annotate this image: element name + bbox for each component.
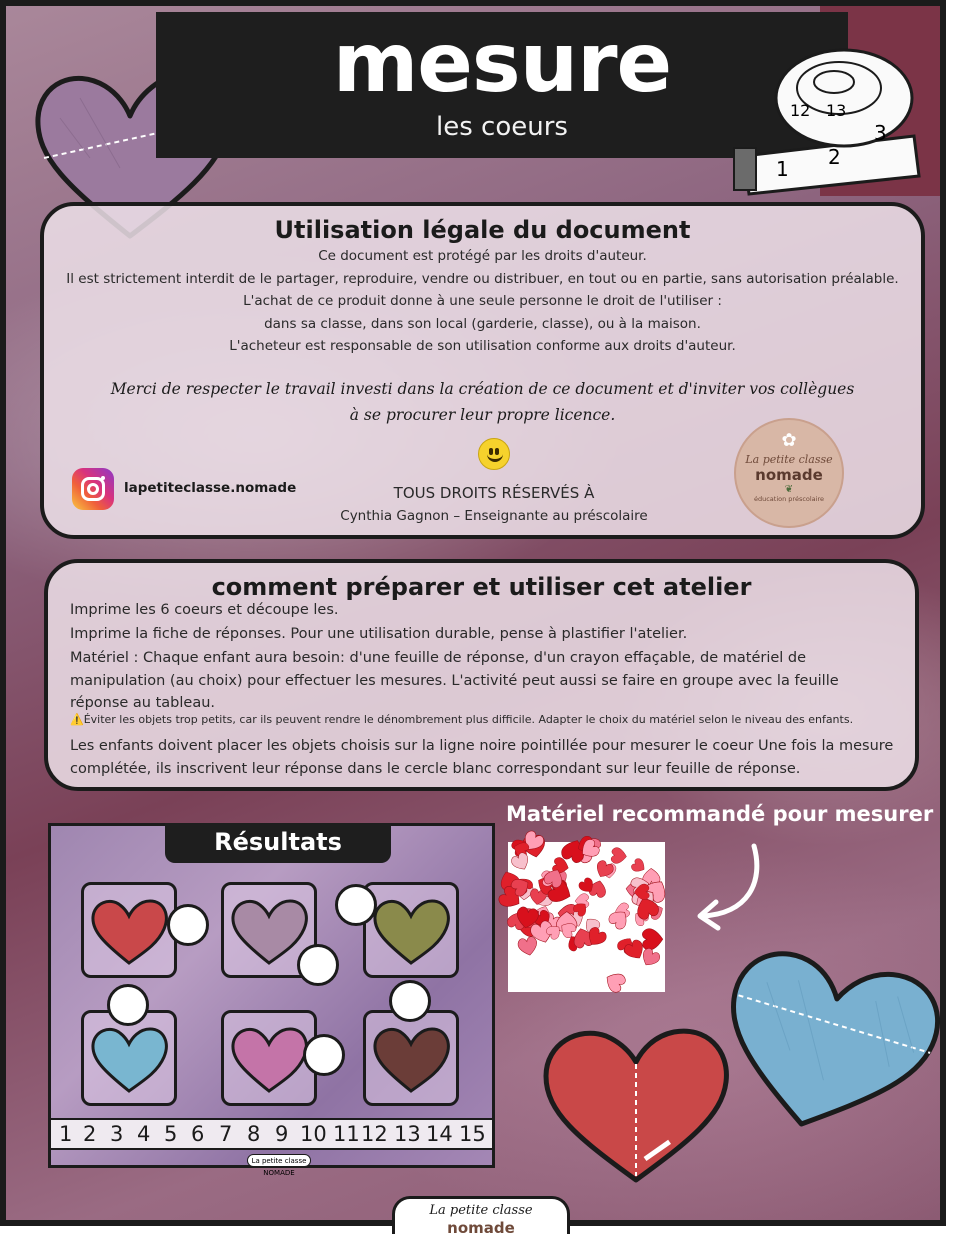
instruction-line: Imprime les 6 coeurs et découpe les. (70, 602, 339, 618)
smiley-icon (478, 438, 510, 470)
instruction-line: Imprime la fiche de réponses. Pour une utilisation durable, pense à plastifier l'atelier. (70, 626, 688, 642)
badge-line: éducation préscolaire (753, 495, 825, 503)
badge-line: La petite classe (745, 453, 833, 466)
ruler-number: 3 (110, 1122, 124, 1146)
footer-brand-logo (392, 1196, 570, 1237)
ruler-number: 12 (361, 1122, 388, 1146)
instruction-line: Les enfants doivent placer les objets choisis sur la ligne noire pointillée pour mesurer le coeur Une fois la mesure complétée, ils inscrivent leur réponse dans le cercle blanc correspondant sur leur feuille de réponse. (70, 738, 894, 777)
mini-brand-logo: La petite classe NOMADE (247, 1154, 311, 1167)
legal-line: Ce document est protégé par les droits d'auteur. (318, 248, 647, 264)
answer-circle (389, 980, 431, 1022)
tape-number: 3 (874, 121, 887, 145)
answer-circle (335, 884, 377, 926)
author-text: Cynthia Gagnon – Enseignante au préscolaire (340, 508, 648, 524)
heart-beads-photo (508, 842, 665, 992)
material-title: Matériel recommandé pour mesurer (506, 802, 934, 826)
heart-card (81, 882, 177, 978)
tape-number: 13 (826, 101, 847, 120)
legal-line: L'acheteur est responsable de son utilisation conforme aux droits d'auteur. (229, 338, 736, 354)
instruction-line: Matériel : Chaque enfant aura besoin: d'une feuille de réponse, d'un crayon effaçable, de matériel de manipulation (au choix) pour effectuer les mesures. L'activité peut aussi se faire en groupe avec la feuille réponse au tableau. (70, 650, 839, 711)
tape-number: 12 (790, 101, 811, 120)
footer-brand-bold: nomade (447, 1219, 515, 1237)
brand-logo-badge (734, 418, 844, 528)
leaf-icon: ❦ (784, 484, 794, 495)
flower-icon: ✿ (781, 430, 797, 451)
ruler-number: 10 (300, 1122, 327, 1146)
instructions-title: comment préparer et utiliser cet atelier (211, 573, 752, 601)
instagram-handle[interactable]: lapetiteclasse.nomade (124, 480, 297, 496)
blue-heart-cutout (714, 940, 942, 1140)
ruler-number: 15 (459, 1122, 486, 1146)
instructions-panel (44, 559, 919, 791)
answer-circle (297, 944, 339, 986)
ruler-number: 8 (247, 1122, 261, 1146)
page-subtitle: les coeurs (436, 112, 568, 142)
brown-heart-icon (366, 1013, 456, 1103)
ruler-number: 11 (333, 1122, 360, 1146)
ruler-number: 4 (137, 1122, 151, 1146)
thanks-line: à se procurer leur propre licence. (349, 405, 616, 424)
badge-line: nomade (755, 466, 823, 484)
ruler-number: 9 (275, 1122, 289, 1146)
ruler-number: 7 (219, 1122, 233, 1146)
page-title: mesure (332, 16, 672, 111)
legal-line: L'achat de ce produit donne à une seule personne le droit de l'utiliser : (243, 293, 722, 309)
answer-circle (167, 904, 209, 946)
legal-line: dans sa classe, dans son local (garderie, classe), ou à la maison. (264, 315, 701, 332)
tape-number: 2 (828, 145, 841, 169)
results-sheet-preview (48, 823, 495, 1177)
heart-card (363, 882, 459, 978)
ruler-number: 13 (394, 1122, 421, 1146)
ruler-number: 6 (191, 1122, 205, 1146)
legal-title: Utilisation légale du document (274, 216, 691, 244)
heart-card (363, 1010, 459, 1106)
rights-text: TOUS DROITS RÉSERVÉS À (393, 484, 595, 502)
red-heart-icon (84, 885, 174, 975)
thanks-line: Merci de respecter le travail investi dans la création de ce document et d'inviter vos collègues (110, 379, 855, 398)
ruler-number: 2 (83, 1122, 97, 1146)
warning-text: ⚠️Éviter les objets trop petits, car ils peuvent rendre le dénombrement plus difficile. Adapter le choix du matériel selon le niveau des enfants. (70, 713, 854, 726)
number-ruler (51, 1118, 492, 1150)
red-heart-cutout (538, 1020, 734, 1188)
blue-heart-icon (84, 1013, 174, 1103)
legal-line: Il est strictement interdit de le partager, reproduire, vendre ou distribuer, en tout ou en partie, sans autorisation préalable. (66, 270, 899, 287)
ruler-number: 14 (426, 1122, 453, 1146)
tape-measure-illustration (724, 36, 934, 196)
answer-circle (107, 984, 149, 1026)
instagram-icon[interactable] (72, 468, 114, 510)
footer-brand-script: La petite classe (429, 1203, 533, 1218)
results-title: Résultats (165, 823, 391, 863)
curved-arrow-icon (692, 842, 772, 932)
answer-circle (303, 1034, 345, 1076)
olive-heart-icon (366, 885, 456, 975)
pink-heart-icon (224, 1013, 314, 1103)
legal-panel (40, 202, 925, 539)
tape-number: 1 (776, 157, 789, 181)
ruler-number: 5 (164, 1122, 178, 1146)
ruler-number: 1 (59, 1122, 73, 1146)
